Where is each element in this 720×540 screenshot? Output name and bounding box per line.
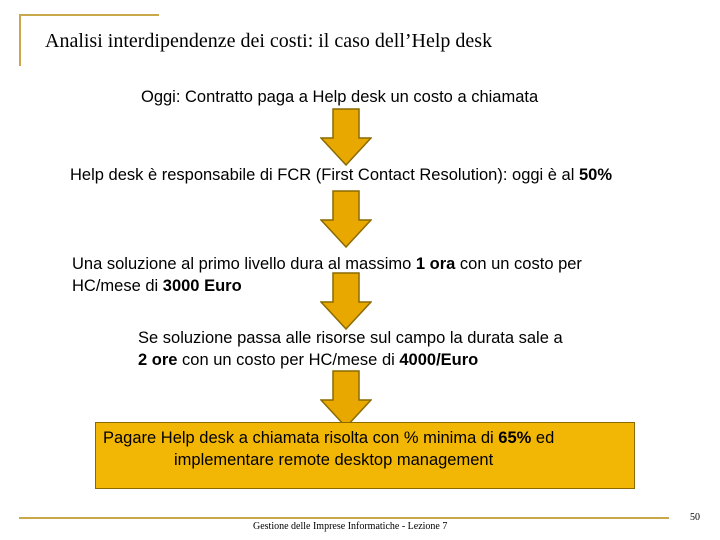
down-arrow-icon <box>320 370 372 428</box>
duration-1-ora: 1 ora <box>415 255 456 273</box>
cost-4000-euro: 4000/Euro <box>399 351 479 369</box>
step-3-main: Una soluzione al primo livello dura al massimo <box>72 255 416 273</box>
cost-3000-euro: 3000 Euro <box>162 277 242 295</box>
down-arrow-icon <box>320 272 372 330</box>
fcr-percent: 50% <box>578 166 613 184</box>
step-4-line-1: Se soluzione passa alle risorse sul campo la durata sale a <box>138 329 563 347</box>
step-3-line-2 <box>72 275 242 297</box>
slide-title: Analisi interdipendenze dei costi: il caso dell’Help desk <box>45 30 493 52</box>
conclusion-line-2: implementare remote desktop management <box>174 451 494 469</box>
footer-divider <box>19 517 669 519</box>
step-4-line-2 <box>138 349 478 371</box>
page-number: 50 <box>690 512 700 523</box>
title-corner-vertical <box>19 14 21 66</box>
conclusion-ed: ed <box>531 429 555 447</box>
footer-caption: Gestione delle Imprese Informatiche - Lezione 7 <box>253 521 448 532</box>
step-2-text <box>70 164 612 186</box>
min-percent-65: 65% <box>498 429 532 447</box>
title-corner-horizontal <box>19 14 159 16</box>
duration-2-ore: 2 ore <box>138 351 178 369</box>
step-4-cost: con un costo per HC/mese di <box>177 351 400 369</box>
step-3-cost: con un costo per <box>455 255 582 273</box>
step-2-main: Help desk è responsabile di FCR (First Contact Resolution): oggi è al <box>70 166 579 184</box>
step-1-text: Oggi: Contratto paga a Help desk un costo a chiamata <box>141 88 539 106</box>
conclusion-line-1 <box>103 427 554 449</box>
conclusion-box <box>95 422 635 489</box>
down-arrow-icon <box>320 108 372 166</box>
conclusion-main: Pagare Help desk a chiamata risolta con % minima di <box>103 429 499 447</box>
down-arrow-icon <box>320 190 372 248</box>
step-3-hc: HC/mese di <box>72 277 163 295</box>
